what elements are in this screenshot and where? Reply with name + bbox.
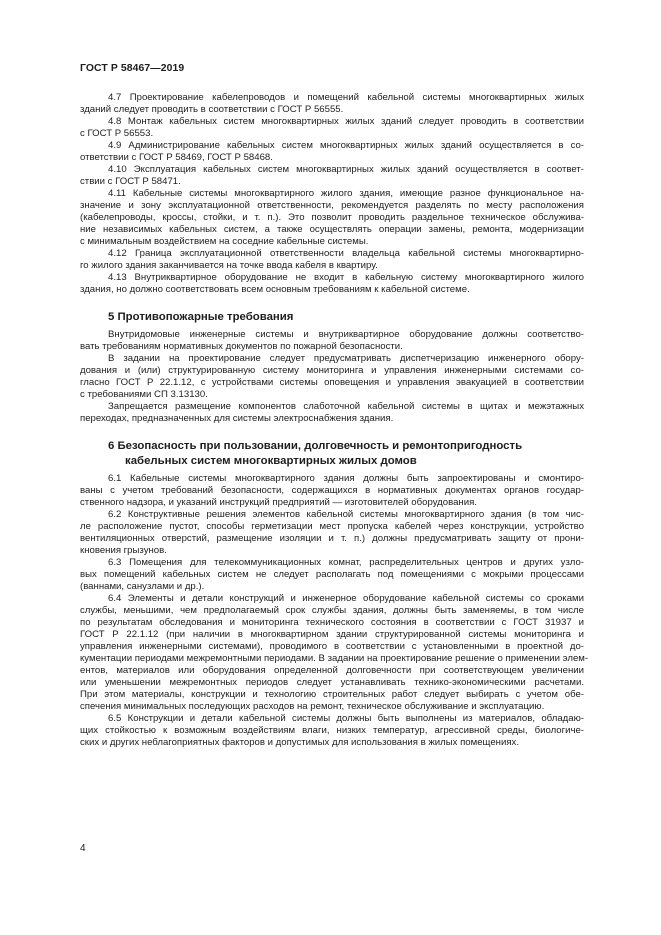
text-line: 6.2 Конструктивные решения элементов кабельной системы многоквартирного здания (в том чис-	[108, 509, 584, 520]
text-line: спечения минимальных последующих расходов на ремонт, техническое обслуживание и эксплуатацию.	[80, 701, 545, 712]
paragraph	[80, 92, 584, 116]
text-line: по результатам обследования и мониторинга технического состояния в соответствии с ГОСТ 31937 и	[80, 617, 584, 628]
page-content	[80, 92, 589, 749]
paragraph	[80, 509, 584, 557]
text-line: ние независимых кабельных систем, а также осуществлять операции замены, ремонта, модернизации	[80, 224, 584, 235]
text-line: дования и (или) структурированную систему мониторинга и управления инженерными системами со-	[80, 365, 584, 376]
text-line: (кабелепроводы, кроссы, стойки, и т. п.). Это позволит проводить раздельное техническое обслужива-	[80, 212, 584, 223]
text-line: 4.8 Монтаж кабельных систем многоквартирных жилых зданий следует проводить в соответствии	[108, 116, 584, 127]
text-line: 4.9 Администрирование кабельных систем многоквартирных жилых зданий осуществляется в со-	[108, 140, 584, 151]
paragraph	[80, 713, 584, 749]
text-line: ственного надзора, и указаний инструкций предприятий — изготовителей оборудования.	[80, 497, 477, 508]
text-line: ответствии с ГОСТ Р 58469, ГОСТ Р 58468.	[80, 152, 273, 163]
text-line: с минимальным воздействием на соседние кабельные системы.	[80, 236, 369, 247]
section-6-body	[80, 473, 589, 749]
text-line: При этом материалы, конструкции и технологию строительных работ следует выбирать с учетом обе-	[80, 689, 584, 700]
text-line: 4.7 Проектирование кабелепроводов и помещений кабельной системы многоквартирных жилых	[108, 92, 584, 103]
document-header-id: ГОСТ Р 58467—2019	[80, 63, 185, 74]
text-line: ских и других неблагоприятных факторов и допустимых для использования в жилых помещениях.	[80, 737, 519, 748]
text-line: управления инженерными системами), проводимого в соответствии с установленными в проектной до-	[80, 641, 584, 652]
paragraph	[80, 593, 589, 713]
paragraph	[80, 188, 584, 248]
text-line: вых помещений кабельных систем не следует располагать под помещениями с мокрыми процессами	[80, 569, 584, 580]
section-6-title-line-2: кабельных систем многоквартирных жилых домов	[125, 455, 417, 467]
text-line: с ГОСТ Р 56553.	[80, 128, 154, 139]
text-line: 6.3 Помещения для телекоммуникационных комнат, распределительных центров и других узло-	[108, 557, 584, 568]
text-line: вать требованиям нормативных документов по пожарной безопасности.	[80, 341, 403, 352]
text-line: щих стойкостью к возможным воздействиям влаги, низких температур, агрессивной среды, биологиче-	[80, 725, 584, 736]
paragraph	[80, 248, 584, 272]
text-line: го жилого здания заканчивается на точке ввода кабеля в квартиру.	[80, 260, 378, 271]
text-line: Внутридомовые инженерные системы и внутриквартирное оборудование должны соответство-	[108, 329, 584, 340]
text-line: кументации периодами межремонтными периодами. В задании на проектирование решение о применении элем-	[80, 653, 589, 664]
text-line: переходах, предназначенных для системы электроснабжения здания.	[80, 413, 394, 424]
text-line: гласно ГОСТ Р 22.1.12, с устройствами системы оповещения и управления эвакуацией в соответствии	[80, 377, 584, 388]
text-line: ствии с ГОСТ Р 58471.	[80, 176, 181, 187]
page-number: 4	[80, 843, 86, 854]
paragraph	[80, 116, 584, 140]
text-line: 4.12 Граница эксплуатационной ответственности владельца кабельной системы многоквартирно-	[108, 248, 584, 259]
text-line: здания, но должно соответствовать всем основным требованиям к кабельной системе.	[80, 284, 470, 295]
paragraph	[80, 140, 584, 164]
text-line: ГОСТ Р 22.1.12 (при наличии в многоквартирном здании структурированной системы мониторинга и	[80, 629, 584, 640]
text-line: 4.13 Внутриквартирное оборудование не входит в кабельную систему многоквартирного жилого	[108, 272, 584, 283]
section-5-title: 5 Противопожарные требования	[108, 311, 294, 323]
text-line: зданий следует проводить в соответствии с ГОСТ Р 56555.	[80, 104, 344, 115]
text-line: (ваннами, санузлами и др.).	[80, 581, 205, 592]
text-line: ентов, материалов или оборудования определенной долговечности при соответствующем увеличении	[80, 665, 584, 676]
paragraph	[80, 557, 584, 593]
paragraph	[80, 353, 584, 401]
text-line: 6.1 Кабельные системы многоквартирного здания должны быть запроектированы и смонтиро-	[108, 473, 584, 484]
section-4-tail	[80, 92, 584, 296]
paragraph	[80, 473, 584, 509]
text-line: 6.4 Элементы и детали конструкций и инженерное оборудование кабельной системы со сроками	[108, 593, 584, 604]
paragraph	[80, 272, 584, 296]
text-line: ле расположение пустот, способы герметизации мест пропуска кабелей через конструкции, устройство	[80, 521, 584, 532]
text-line: службы, меньшими, чем предполагаемый срок службы здания, должны быть заменяемы, в том числе	[80, 605, 584, 616]
section-6-title-line-1: 6 Безопасность при пользовании, долговечность и ремонтопригодность	[108, 440, 523, 452]
text-line: значение и зону эксплуатационной ответственности, рекомендуется разделять по месту расположения	[80, 200, 584, 211]
text-line: Запрещается размещение компонентов слаботочной кабельной системы в щитах и межэтажных	[108, 401, 584, 412]
section-5-body	[80, 329, 584, 425]
text-line: В задании на проектирование следует предусматривать диспетчеризацию инженерного обору-	[108, 353, 584, 364]
text-line: или уменьшении межремонтных периодов следует устанавливать технико-экономическими расчетами.	[80, 677, 584, 688]
text-line: ваны с учетом требований безопасности, содержащихся в нормативных документах органов государ-	[80, 485, 584, 496]
text-line: вентиляционных отверстий, размещение изоляции и т. п.) должны предусматривать защиту от прони-	[80, 533, 584, 544]
paragraph	[80, 164, 584, 188]
text-line: 4.10 Эксплуатация кабельных систем многоквартирных жилых зданий осуществляется в соответ-	[108, 164, 584, 175]
text-line: 4.11 Кабельные системы многоквартирного жилого здания, имеющие разное функциональное на-	[108, 188, 584, 199]
text-line: кновения грызунов.	[80, 545, 167, 556]
paragraph	[80, 401, 584, 425]
text-line: 6.5 Конструкции и детали кабельной системы должны быть выполнены из материалов, обладаю-	[108, 713, 584, 724]
paragraph	[80, 329, 584, 353]
text-line: с требованиями СП 3.13130.	[80, 389, 208, 400]
